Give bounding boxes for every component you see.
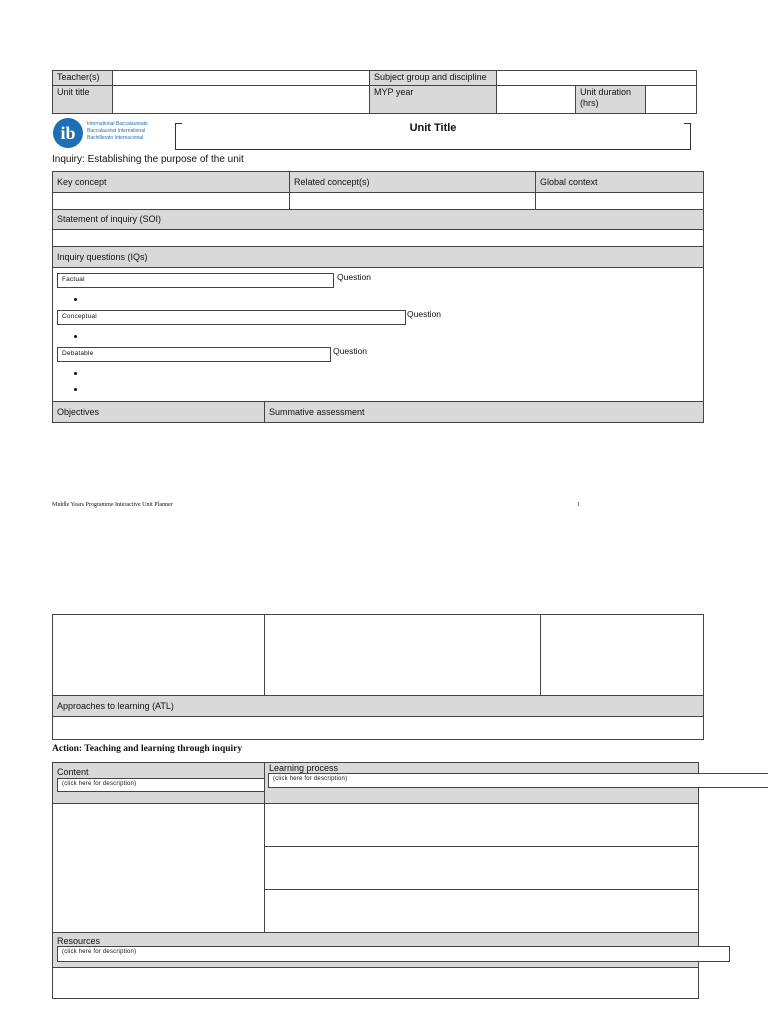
ib-logo-icon [52,117,84,149]
bullet [74,298,77,301]
debatable-question-box[interactable]: Debatable [57,347,331,362]
bullet [74,372,77,375]
action-heading: Action: Teaching and learning through inquiry [52,744,243,754]
soi-field[interactable] [52,229,704,247]
ib-logo [52,117,172,149]
conceptual-question-box[interactable]: Conceptual [57,310,406,325]
unit-title-label: Unit title [52,85,113,114]
svg-text:ib: ib [60,123,76,143]
factual-question-box[interactable]: Factual [57,273,334,288]
unit-duration-label: Unit duration (hrs) [575,85,646,114]
key-concept-field[interactable] [52,192,290,210]
debatable-question-label: Question [333,346,368,356]
global-context-field[interactable] [535,192,704,210]
ib-logo-line-1: International Baccalaureate [87,121,148,127]
subject-label: Subject group and discipline [369,70,497,86]
factual-question-label: Question [337,272,372,282]
content-description-box[interactable]: (click here for description) [57,778,272,792]
iqs-label: Inquiry questions (IQs) [52,246,704,268]
content-label: Content [57,767,89,777]
ib-logo-line-2: Baccalauréat International [87,128,146,134]
objectives-field[interactable] [52,614,265,696]
atl-field[interactable] [52,716,704,740]
summative-field-2[interactable] [540,614,704,696]
bullet [74,388,77,391]
conceptual-question-label: Question [407,309,442,319]
summative-label: Summative assessment [264,401,704,423]
global-context-label: Global context [535,171,704,193]
inquiry-heading: Inquiry: Establishing the purpose of the unit [52,154,244,165]
learning-process-description-box[interactable]: (click here for description) [268,773,768,788]
resources-description-box[interactable]: (click here for description) [57,946,730,962]
unit-duration-field[interactable] [645,85,697,114]
resources-field[interactable] [52,967,699,999]
teacher-field[interactable] [112,70,370,86]
teacher-label: Teacher(s) [52,70,113,86]
related-concepts-field[interactable] [289,192,536,210]
resources-label: Resources [57,936,101,946]
page-number: 1 [577,502,580,508]
unit-title-field[interactable] [112,85,370,114]
footer-text: Middle Years Programme Interactive Unit Planner [52,502,173,508]
learning-process-field-3[interactable] [264,889,699,933]
unit-title-box[interactable] [175,123,691,150]
learning-process-field-2[interactable] [264,846,699,890]
myp-year-field[interactable] [496,85,576,114]
key-concept-label: Key concept [52,171,290,193]
ib-logo-line-3: Bachillerato Internacional [87,135,144,141]
learning-process-field-1[interactable] [264,803,699,847]
atl-label: Approaches to learning (ATL) [52,695,704,717]
learning-process-label: Learning process [269,763,339,773]
soi-label: Statement of inquiry (SOI) [52,209,704,230]
related-concepts-label: Related concept(s) [289,171,536,193]
content-field[interactable] [52,803,265,933]
myp-year-label: MYP year [369,85,497,114]
bullet [74,335,77,338]
subject-field[interactable] [496,70,697,86]
summative-field-1[interactable] [264,614,541,696]
unit-title-text: Unit Title [409,122,457,134]
objectives-label: Objectives [52,401,265,423]
